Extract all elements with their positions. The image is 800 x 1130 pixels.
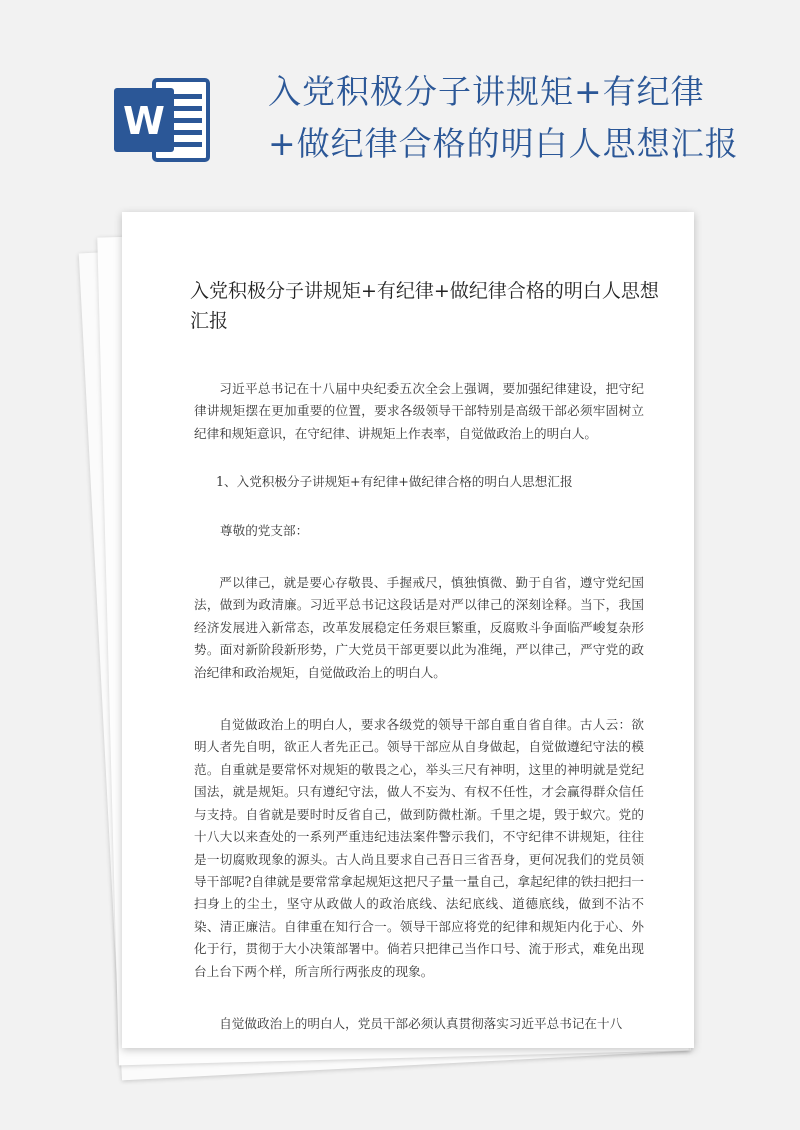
salutation: 尊敬的党支部： — [220, 522, 309, 538]
header-title-line1: 入党积极分子讲规矩+有纪律 — [268, 72, 705, 111]
document-body — [194, 378, 644, 1035]
item-heading: 1、入党积极分子讲规矩+有纪律+做纪律合格的明白人思想汇报 — [216, 474, 573, 490]
word-document-icon — [112, 72, 212, 168]
header-title — [268, 66, 778, 170]
body-paragraph: 自觉做政治上的明白人，党员干部必须认真贯彻落实习近平总书记在十八 — [219, 1015, 623, 1031]
header-title-line2: +做纪律合格的明白人思想汇报 — [268, 124, 739, 163]
document-page — [122, 212, 694, 1048]
intro-paragraph: 习近平总书记在十八届中央纪委五次全会上强调，要加强纪律建设，把守纪律讲规矩摆在更加重要的位置，要求各级领导干部特别是高级干部必须牢固树立纪律和规矩意识，在守纪律、讲规矩上作表率，自觉做政治上的明白人。 — [194, 381, 644, 441]
document-title: 入党积极分子讲规矩+有纪律+做纪律合格的明白人思想汇报 — [190, 280, 659, 332]
body-paragraph: 严以律己，就是要心存敬畏、手握戒尺，慎独慎微、勤于自省，遵守党纪国法，做到为政清廉。习近平总书记这段话是对严以律己的深刻诠释。当下，我国经济发展进入新常态，改革发展稳定任务艰巨繁重，反腐败斗争面临严峻复杂形势。面对新阶段新形势，广大党员干部更要以此为准绳，严以律己，严守党的政治纪律和政治规矩，自觉做政治上的明白人。 — [194, 575, 644, 680]
body-paragraph: 自觉做政治上的明白人，要求各级党的领导干部自重自省自律。古人云：欲明人者先自明，欲正人者先正己。领导干部应从自身做起，自觉做遵纪守法的模范。自重就是要常怀对规矩的敬畏之心，举头三尺有神明，这里的神明就是党纪国法，就是规矩。只有遵纪守法，做人不妄为、有权不任性，才会赢得群众信任与支持。自省就是要时时反省自己，做到防微杜渐。千里之堤，毁于蚁穴。党的十八大以来查处的一系列严重违纪违法案件警示我们，不守纪律不讲规矩，往往是一切腐败现象的源头。古人尚且要求自己吾日三省吾身，更何况我们的党员领导干部呢?自律就是要常常拿起规矩这把尺子量一量自己，拿起纪律的铁扫把扫一扫身上的尘土，坚守从政做人的政治底线、法纪底线、道德底线，做到不沾不染、清正廉洁。自律重在知行合一。领导干部应将党的纪律和规矩内化于心、外化于行，贯彻于大小决策部署中。倘若只把律己当作口号、流于形式，难免出现台上台下两个样，所言所行两张皮的现象。 — [194, 717, 644, 979]
svg-text:W: W — [123, 99, 165, 143]
